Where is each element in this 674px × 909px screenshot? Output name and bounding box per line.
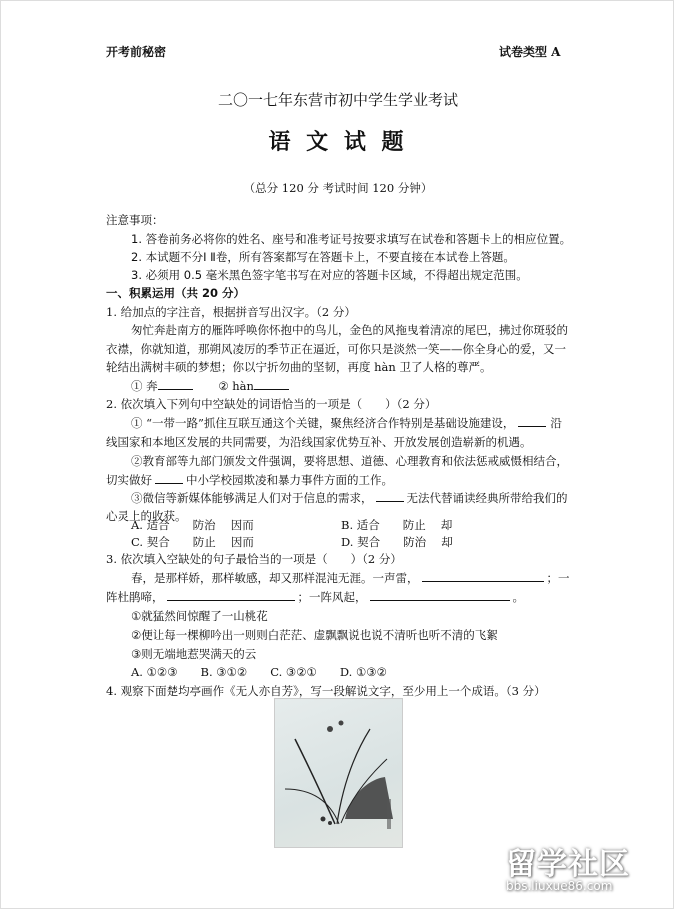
sentence-text: 。 — [512, 590, 524, 604]
subject-title: 语 文 试 题 — [268, 130, 408, 155]
answer-blank — [376, 490, 404, 502]
option: C. 契合 防止 因而 — [131, 535, 254, 549]
notice-item: 2. 本试题不分Ⅰ Ⅱ卷，所有答案都写在答题卡上，不要直接在本试卷上答题。 — [131, 250, 515, 264]
question-1-stem: 1. 给加点的字注音，根据拼音写出汉字。（2 分） — [106, 305, 356, 319]
answer-blank — [167, 589, 295, 601]
exam-info: （总分 120 分 考试时间 120 分钟） — [243, 181, 433, 195]
sentence-text: 春，是那样娇，那样敏感，却又那样混沌无涯。一声雷， — [131, 571, 419, 585]
choice-item: ②便让每一棵柳吟出一则则白茫茫、虚飘飘说也说不清听也听不清的飞絮 — [131, 628, 498, 642]
answer-blank — [422, 570, 544, 582]
answer-blank — [254, 378, 289, 390]
choice-item: ③则无端地惹哭满天的云 — [131, 647, 257, 661]
choice-item: ①就猛然间惊醒了一山桃花 — [131, 609, 268, 623]
option: A. 适合 防治 因而 — [131, 518, 254, 532]
sentence-text: 中小学校园欺凌和暴力事件方面的工作。 — [186, 473, 393, 487]
answer-blank — [370, 589, 510, 601]
confidential-label: 开考前秘密 — [106, 45, 167, 59]
option: B. 适合 防止 却 — [341, 518, 453, 532]
sentence-text: 无法代替诵读经典所带给我们的 — [406, 491, 568, 505]
sentence-text: 阵杜鹃啼， — [106, 590, 164, 604]
sentence-text: 线国家和本地区发展的共同需要，为沿线国家优势互补、开放发展创造崭新的机遇。 — [106, 435, 532, 449]
answer-blank — [518, 415, 546, 427]
question-2-stem: 2. 依次填入下列句中空缺处的词语恰当的一项是（ ）（2 分） — [106, 397, 437, 411]
question-4-stem: 4. 观察下面楚均亭画作《无人亦自芳》，写一段解说文字，至少用上一个成语。（3 分） — [106, 684, 546, 698]
answer-blank — [155, 472, 183, 484]
options: A. ①②③ B. ③①② C. ③②① D. ①③② — [131, 665, 387, 679]
watermark-logo: 留学社区 bbs.liuxue86.com — [506, 847, 630, 893]
answer-a-label: ① 奔 — [131, 379, 158, 393]
question-3-stem: 3. 依次填入空缺处的句子最恰当的一项是（ ）（2 分） — [106, 552, 402, 566]
notice-heading: 注意事项： — [106, 213, 164, 227]
notice-item: 1. 答卷前务必将你的姓名、座号和准考证号按要求填写在试卷和答题卡上的相应位置。 — [131, 232, 572, 246]
sentence-text: ；一 — [546, 571, 570, 585]
passage-line: 衣襟，你就知道，那朔风凌厉的季节正在逼近，可你只是淡然一笑——你全身心的爱，又一 — [106, 342, 566, 356]
sentence-text: ③微信等新媒体能够满足人们对于信息的需求， — [131, 491, 373, 505]
paper-type-label: 试卷类型 A — [499, 45, 561, 59]
sentence-text: ②教育部等九部门颁发文件强调，要将思想、道德、心理教育和依法惩戒威慑相结合， — [131, 454, 568, 468]
exam-title: 二〇一七年东营市初中学生学业考试 — [217, 91, 458, 109]
sentence-text: ① “一带一路”抓住互联互通这个关键，聚焦经济合作特别是基础设施建设， — [131, 416, 515, 430]
sentence-text: 心灵上的收获。 — [106, 509, 187, 523]
passage-line: 匆忙奔赴南方的雁阵呼唤你怀抱中的鸟儿，金色的风拖曳着清凉的尾巴，拂过你斑驳的 — [131, 323, 568, 337]
sentence-text: 沿 — [550, 416, 562, 430]
orchid-painting — [274, 698, 403, 848]
section-heading: 一、积累运用（共 20 分） — [106, 286, 246, 300]
passage-line: 轮结出满树丰硕的梦想；你以宁折勿曲的坚韧，再度 hàn 卫了人格的尊严。 — [106, 360, 492, 374]
sentence-text: 切实做好 — [106, 473, 152, 487]
notice-item: 3. 必须用 0.5 毫米黑色签字笔书写在对应的答题卡区域，不得超出规定范围。 — [131, 268, 528, 282]
answer-blank — [158, 378, 193, 390]
sentence-text: ；一阵风起， — [297, 590, 367, 604]
option: D. 契合 防治 却 — [341, 535, 453, 549]
answer-b-label: ② hàn — [218, 379, 254, 393]
